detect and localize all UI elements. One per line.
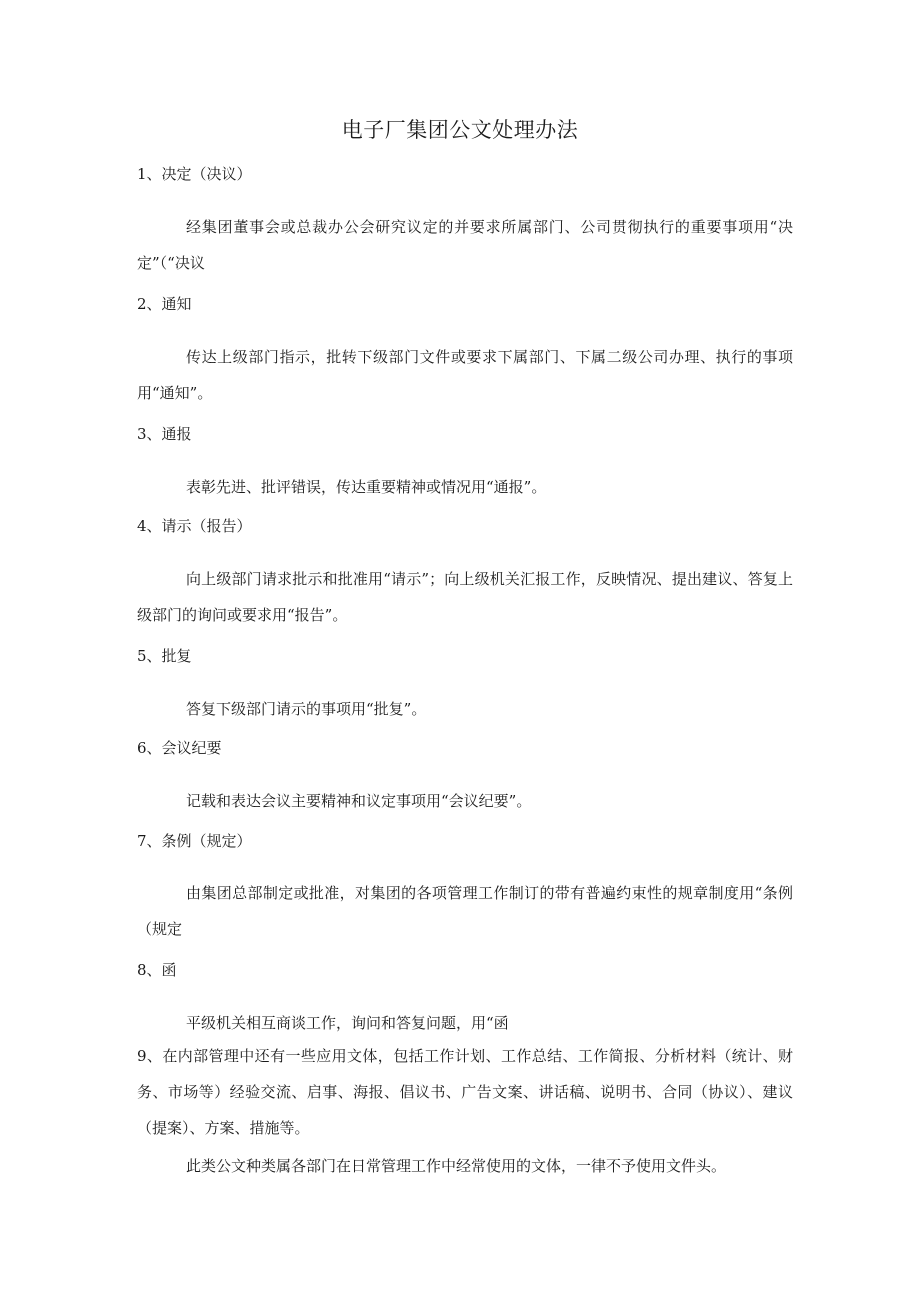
section-heading-8: 8、函 (137, 961, 177, 979)
section-heading-2: 2、通知 (137, 295, 192, 313)
closing-paragraph: 此类公文种类属各部门在日常管理工作中经常使用的文体，一律不予使用文件头。 (186, 1157, 727, 1175)
section-heading-7: 7、条例（规定） (137, 832, 252, 850)
item-9-paragraph: 9、在内部管理中还有一些应用文体，包括工作计划、工作总结、工作简报、分析材料（统计、财务、市场等）经验交流、启事、海报、倡议书、广告文案、讲话稿、说明书、合同（协议）、建议（提案）、方案、措施等。 (137, 1047, 793, 1137)
section-heading-5: 5、批复 (137, 647, 192, 665)
section-body-3: 表彰先进、批评错误，传达重要精神或情况用“通报”。 (186, 478, 547, 496)
document-title: 电子厂集团公文处理办法 (341, 118, 579, 142)
section-heading-3: 3、通报 (137, 425, 192, 443)
section-body-7: 由集团总部制定或批准，对集团的各项管理工作制订的带有普遍约束性的规章制度用“条例（规定 (137, 884, 793, 938)
section-body-1: 经集团董事会或总裁办公会研究议定的并要求所属部门、公司贯彻执行的重要事项用“决定”（“决议 (137, 218, 793, 272)
section-heading-1: 1、决定（决议） (137, 165, 252, 183)
section-heading-6: 6、会议纪要 (137, 739, 222, 757)
section-body-6: 记载和表达会议主要精神和议定事项用“会议纪要”。 (186, 792, 532, 810)
section-body-2: 传达上级部门指示，批转下级部门文件或要求下属部门、下属二级公司办理、执行的事项用“通知”。 (137, 348, 793, 402)
section-heading-4: 4、请示（报告） (137, 517, 252, 535)
section-body-4: 向上级部门请求批示和批准用“请示”；向上级机关汇报工作，反映情况、提出建议、答复上级部门的询问或要求用“报告”。 (137, 570, 793, 624)
section-body-8: 平级机关相互商谈工作，询问和答复问题，用“函 (186, 1014, 509, 1032)
section-body-5: 答复下级部门请示的事项用“批复”。 (186, 700, 427, 718)
